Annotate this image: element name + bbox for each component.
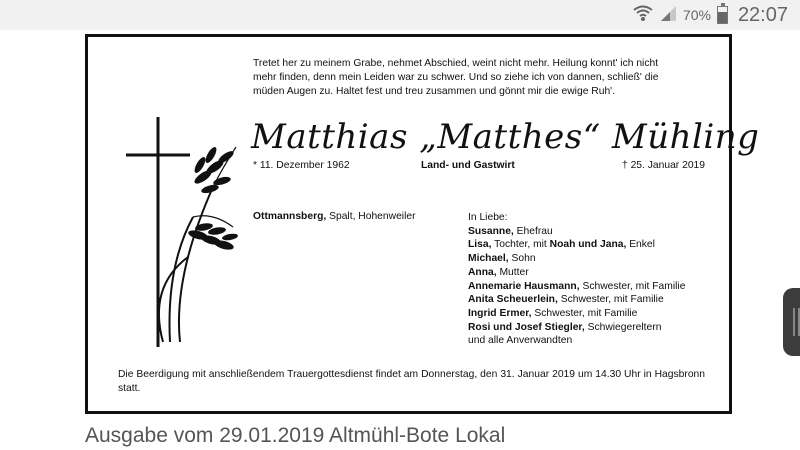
death-date: † 25. Januar 2019 — [621, 160, 705, 171]
mourner-name: Michael, — [468, 253, 509, 265]
mourner-name: Lisa, — [468, 239, 492, 251]
verse-line: Tretet her zu meinem Grabe, nehmet Abschied, weint nicht mehr. Heilung konnt' ich nicht — [253, 58, 659, 69]
mourner-name: Susanne, — [468, 225, 514, 237]
status-bar-right — [633, 0, 788, 30]
mourner-relation: Enkel — [626, 239, 655, 251]
obituary-notice — [85, 34, 760, 414]
deceased-name: Matthias „Matthes“ Mühling — [251, 117, 760, 157]
mourner-relation: Sohn — [508, 253, 536, 265]
mourner-relation: Schwiegereltern — [584, 321, 662, 333]
mourner-entry — [468, 280, 685, 294]
mourner-name: Annemarie Hausmann, — [468, 280, 580, 292]
mourner-entry — [468, 238, 685, 252]
clock: 22:07 — [737, 3, 788, 26]
mourners-list — [468, 211, 685, 348]
side-drawer-handle[interactable] — [783, 288, 800, 356]
mourner-entry — [468, 307, 685, 321]
residence-main: Ottmannsberg, — [253, 211, 327, 222]
mourner-relation: Tochter, mit — [491, 239, 550, 251]
verse-text — [253, 57, 705, 99]
mourner-entry — [468, 293, 685, 307]
residence — [253, 211, 416, 222]
mourner-name: Noah und Jana, — [549, 239, 627, 251]
birth-date: * 11. Dezember 1962 — [253, 160, 350, 171]
status-bar — [0, 0, 800, 30]
mourner-entry — [468, 252, 685, 266]
mourner-relation: Ehefrau — [513, 225, 553, 237]
occupation: Land- und Gastwirt — [421, 160, 515, 171]
mourner-entry — [468, 321, 685, 335]
mourners-intro: In Liebe: — [468, 212, 508, 223]
mourner-name: Anna, — [468, 266, 497, 278]
signal-icon — [659, 4, 677, 27]
wifi-icon — [633, 4, 653, 27]
mourner-entry — [468, 225, 685, 239]
mourner-name: Anita Scheuerlein, — [468, 294, 558, 306]
mourner-name: Rosi und Josef Stiegler, — [468, 321, 585, 333]
verse-line: müden Augen zu. Haltet fest und treu zusammen und gönnt mir die ewige Ruh'. — [253, 86, 615, 97]
battery-icon — [717, 6, 728, 24]
grip-icon — [793, 308, 800, 336]
mourners-closing: und alle Anverwandten — [468, 335, 573, 347]
mourner-relation: Schwester, mit Familie — [557, 294, 664, 306]
mourner-relation: Schwester, mit Familie — [579, 280, 686, 292]
mourner-relation: Schwester, mit Familie — [531, 307, 638, 319]
residence-rest: Spalt, Hohenweiler — [326, 211, 416, 222]
edition-caption: Ausgabe vom 29.01.2019 Altmühl-Bote Lokal — [85, 424, 506, 447]
mourner-entry — [468, 266, 685, 280]
mourner-name: Ingrid Ermer, — [468, 307, 532, 319]
mourner-relation: Mutter — [496, 266, 529, 278]
battery-cap — [721, 3, 725, 6]
battery-fill — [718, 12, 727, 23]
battery-percent: 70% — [682, 7, 711, 23]
funeral-info: Die Beerdigung mit anschließendem Trauergottesdienst findet am Donnerstag, den 31. Januar 2019 um 14.30 Uhr in Hagsbronn statt. — [118, 369, 705, 394]
cross-and-wheat-emblem — [118, 117, 238, 347]
verse-line: mehr finden, denn mein Leiden war zu schwer. Und so ziehe ich von dannen, schließ' die — [253, 72, 659, 83]
